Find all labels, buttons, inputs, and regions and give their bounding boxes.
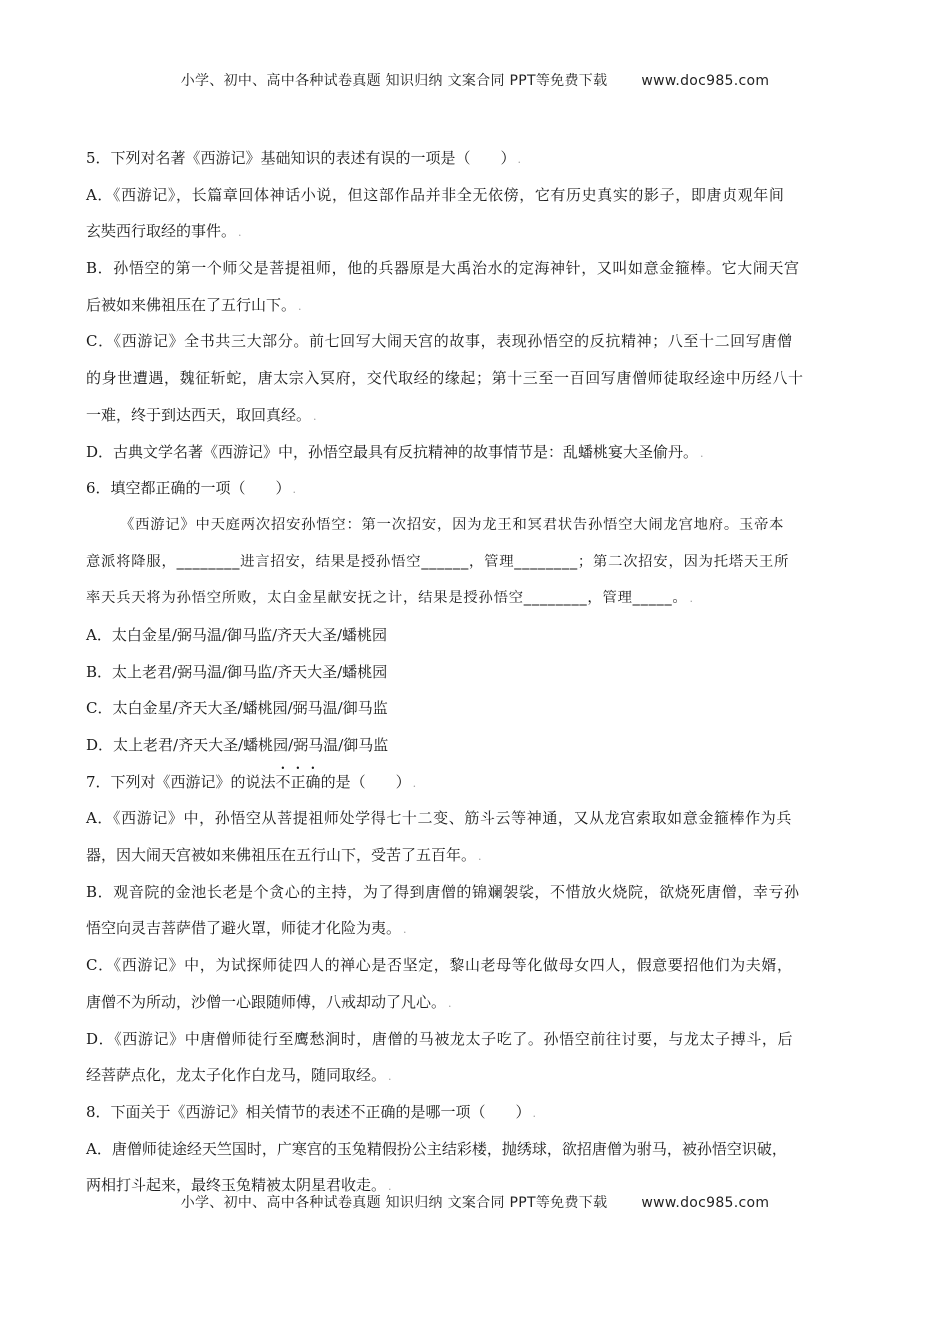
emphasis-not-correct: 不正确 — [275, 772, 321, 791]
question-5-option-c-cont2: 一难，终于到达西天，取回真经。 . — [86, 405, 317, 424]
question-7-option-d: D．《西游记》中唐僧师徒行至鹰愁涧时，唐僧的马被龙太子吃了。孙悟空前往讨要，与龙太子搏斗，后 — [86, 1029, 794, 1048]
question-5-option-b: B．孙悟空的第一个师父是菩提祖师，他的兵器原是大禹治水的定海神针，又叫如意金箍棒。它大闹天宫 — [86, 259, 800, 278]
question-8-option-a-cont: 两相打斗起来，最终玉兔精被太阴星君收走。 . — [86, 1176, 392, 1195]
question-6-passage-line-2: 意派将降服，________进言招安，结果是授孙悟空______，管理________；第二次招安，因为托塔天王所 — [86, 553, 790, 570]
question-6-option-b: B．太上老君/弼马温/御马监/齐天大圣/蟠桃园 — [86, 662, 388, 681]
question-5-option-c-cont: 的身世遭遇，魏征斩蛇，唐太宗入冥府，交代取经的缘起；第十三至一百回写唐僧师徒取经途中历经八十 — [86, 369, 804, 388]
page-header — [0, 70, 950, 90]
question-6-option-d: D．太上老君/齐天大圣/蟠桃园/弼马温/御马监 — [86, 736, 389, 754]
question-5-option-b-cont: 后被如来佛祖压在了五行山下。 . — [86, 295, 302, 314]
question-7-option-b-cont: 悟空向灵吉菩萨借了避火罩，师徒才化险为夷。 . — [86, 919, 407, 938]
footer-text: 小学、初中、高中各种试卷真题 知识归纳 文案合同 PPT等免费下载 — [180, 1195, 608, 1211]
question-content — [86, 140, 866, 1204]
question-5-option-a-cont: 玄奘西行取经的事件。 . — [86, 222, 242, 241]
question-8-option-a: A．唐僧师徒途经天竺国时，广寒宫的玉兔精假扮公主结彩楼，抛绣球，欲招唐僧为驸马，被孙悟空识破， — [86, 1139, 787, 1158]
question-5-option-d: D．古典文学名著《西游记》中，孙悟空最具有反抗精神的故事情节是：乱蟠桃宴大圣偷丹。 . — [86, 442, 704, 461]
question-7-option-c-cont: 唐僧不为所动，沙僧一心跟随师傅，八戒却动了凡心。 . — [86, 992, 452, 1011]
question-7-option-a: A．《西游记》中，孙悟空从菩提祖师处学得七十二变、筋斗云等神通，又从龙宫索取如意金箍棒作为兵 — [86, 809, 792, 828]
question-5-option-c: C．《西游记》全书共三大部分。前七回写大闹天宫的故事，表现孙悟空的反抗精神；八至十二回写唐僧 — [86, 332, 793, 351]
question-7-stem: 7．下列对《西游记》的说法不正确的是（ ） . — [86, 772, 417, 791]
question-7-option-a-cont: 器，因大闹天宫被如来佛祖压在五行山下，受苦了五百年。 . — [86, 846, 482, 865]
question-7-option-d-cont: 经菩萨点化，龙太子化作白龙马，随同取经。 . — [86, 1066, 392, 1085]
header-text: 小学、初中、高中各种试卷真题 知识归纳 文案合同 PPT等免费下载 — [180, 73, 608, 89]
question-6-passage-line-1: 《西游记》中天庭两次招安孙悟空：第一次招安，因为龙王和冥君状告孙悟空大闹龙宫地府。玉帝本 — [120, 516, 785, 533]
question-6-passage-line-3: 率天兵天将为孙悟空所败，太白金星献安抚之计，结果是授孙悟空________，管理_____。 . — [86, 590, 694, 607]
page-footer — [0, 1192, 950, 1212]
question-5-stem: 5．下列对名著《西游记》基础知识的表述有误的一项是（ ） . — [86, 149, 522, 167]
question-7-option-b: B．观音院的金池长老是个贪心的主持，为了得到唐僧的锦斓袈裟，不惜放火烧院，欲烧死唐僧，幸亏孙 — [86, 882, 800, 901]
question-8-stem: 8．下面关于《西游记》相关情节的表述不正确的是哪一项（ ） . — [86, 1102, 537, 1121]
question-7-option-c: C．《西游记》中，为试探师徒四人的禅心是否坚定，黎山老母等化做母女四人，假意要招他们为夫婿， — [86, 956, 793, 975]
question-6-stem: 6．填空都正确的一项（ ） . — [86, 479, 297, 498]
question-6-option-c: C．太白金星/齐天大圣/蟠桃园/弼马温/御马监 — [86, 699, 388, 718]
question-5-option-a: A．《西游记》，长篇章回体神话小说，但这部作品并非全无依傍，它有历史真实的影子，即唐贞观年间 — [86, 185, 785, 204]
question-6-option-a: A．太白金星/弼马温/御马监/齐天大圣/蟠桃园 — [86, 625, 388, 644]
footer-site-link[interactable]: www.doc985.com — [641, 1195, 770, 1211]
header-site-link[interactable]: www.doc985.com — [641, 73, 770, 89]
